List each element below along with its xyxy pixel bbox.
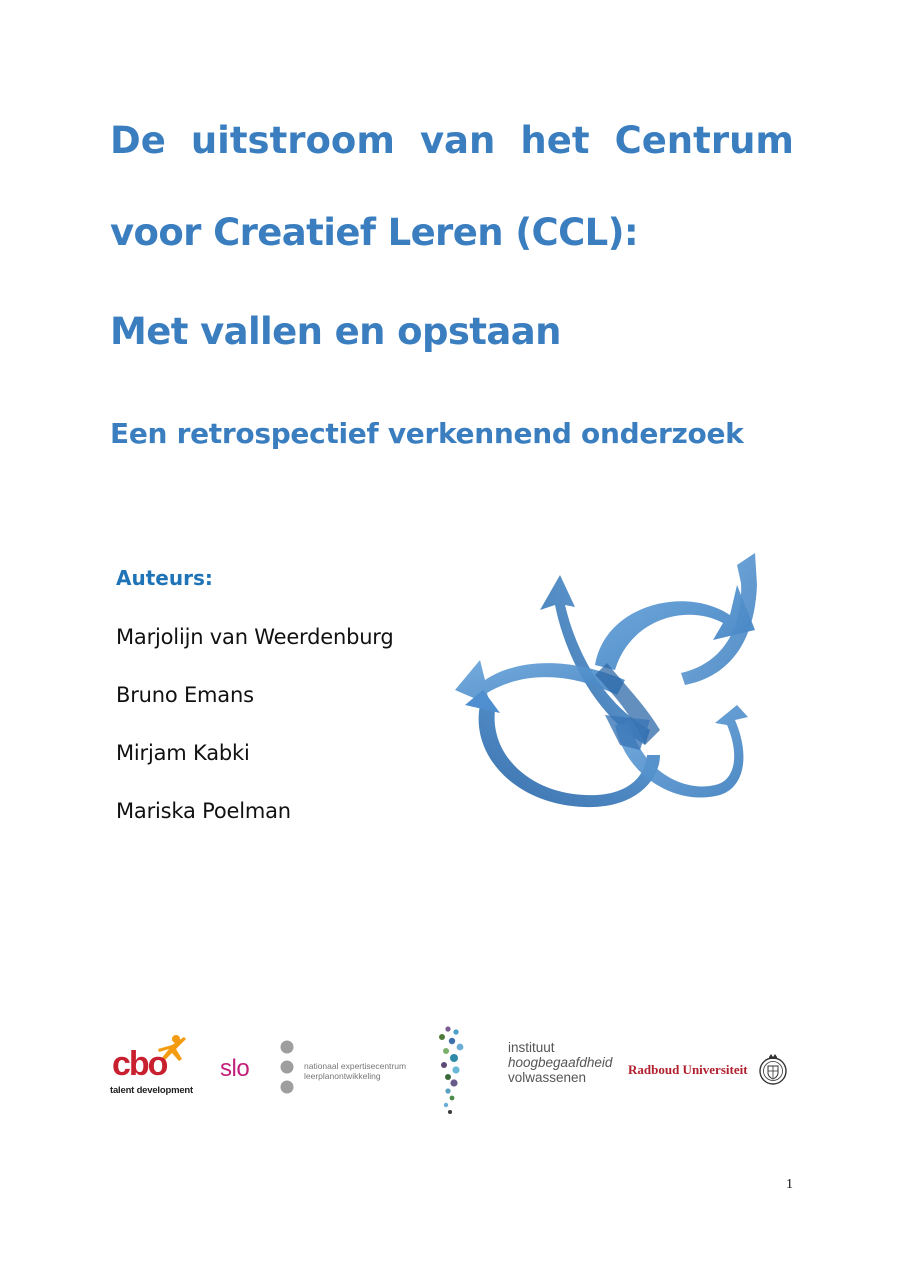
ihv-line: instituut — [508, 1040, 555, 1055]
author-name: Mirjam Kabki — [116, 741, 250, 765]
authors-block — [116, 566, 436, 854]
ihv-wordmark — [508, 1040, 612, 1085]
slo-tagline — [304, 1061, 406, 1081]
dots-icon — [436, 1025, 466, 1117]
cbo-logo — [110, 1033, 195, 1098]
author-name: Marjolijn van Weerdenburg — [116, 625, 394, 649]
title-line-3: Met vallen en opstaan — [110, 310, 561, 353]
cbo-tagline: talent development — [110, 1085, 193, 1096]
partner-logos — [110, 1025, 800, 1120]
title-word: het — [520, 119, 590, 162]
title-line-2: voor Creatief Leren (CCL): — [110, 211, 639, 254]
ihv-line: volwassenen — [508, 1070, 587, 1085]
dots-icon — [278, 1039, 296, 1099]
subtitle: Een retrospectief verkennend onderzoek — [110, 417, 744, 450]
seal-icon — [758, 1051, 788, 1087]
cbo-wordmark: cbo — [112, 1045, 167, 1083]
page-number: 1 — [786, 1177, 793, 1192]
ihv-line: hoogbegaafdheid — [508, 1055, 613, 1070]
circular-arrows-icon — [445, 545, 765, 815]
title-word: van — [419, 119, 496, 162]
slo-logo — [220, 1037, 410, 1097]
title-word: uitstroom — [190, 119, 395, 162]
ihv-logo — [436, 1025, 626, 1120]
radboud-wordmark: Radboud Universiteit — [628, 1062, 748, 1077]
radboud-logo — [628, 1051, 800, 1091]
author-name: Mariska Poelman — [116, 799, 291, 823]
slo-tagline-line: nationaal expertisecentrum — [304, 1061, 407, 1071]
author-name: Bruno Emans — [116, 683, 254, 707]
title-word: De — [110, 119, 166, 162]
slo-tagline-line: leerplanontwikkeling — [304, 1071, 381, 1081]
slo-wordmark: slo — [220, 1055, 250, 1082]
authors-heading: Auteurs: — [116, 566, 213, 590]
title-word: Centrum — [614, 119, 794, 162]
title-line-1 — [110, 119, 794, 162]
